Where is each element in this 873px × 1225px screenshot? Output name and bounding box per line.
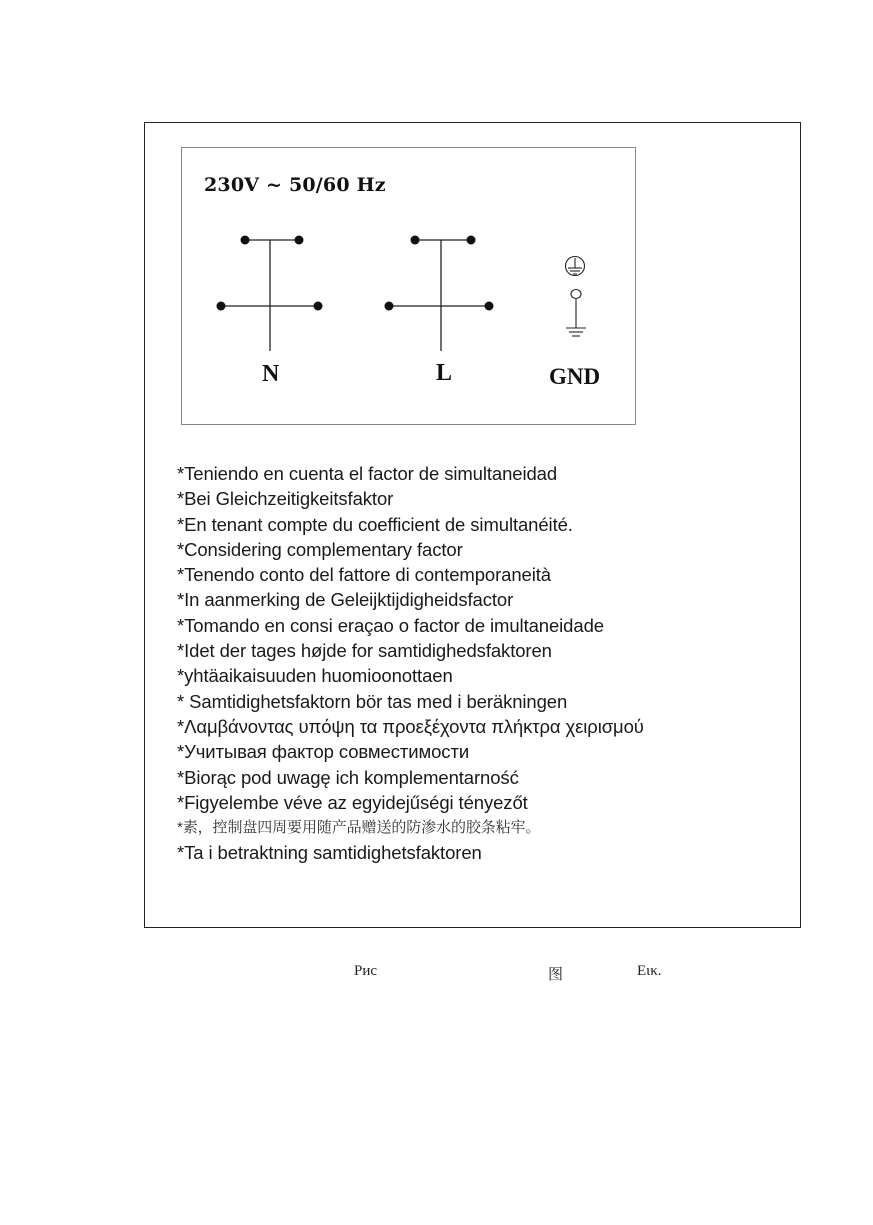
note-danish: *Idet der tages højde for samtidighedsfaktoren	[177, 640, 552, 662]
note-hungarian: *Figyelembe véve az egyidejűségi tényezőt	[177, 791, 528, 813]
terminal-label-n: N	[262, 361, 280, 387]
neutral-terminal-symbol	[217, 236, 323, 352]
note-english: *Considering complementary factor	[177, 538, 463, 560]
terminal-label-gnd: GND	[549, 364, 601, 389]
ground-symbol-icon	[566, 257, 587, 337]
note-portuguese: *Tomando en consi eraçao o factor de imultaneidade	[177, 614, 604, 636]
note-finnish: *yhtäaikaisuuden huomioonottaen	[177, 665, 453, 687]
note-polish: *Biorąc pod uwagę ich komplementarność	[177, 766, 519, 788]
note-swedish: * Samtidighetsfaktorn bör tas med i beräkningen	[177, 690, 568, 712]
note-german: *Bei Gleichzeitigkeitsfaktor	[177, 488, 394, 510]
voltage-label: 230V ~ 50/60 Hz	[204, 174, 386, 196]
terminal-label-l: L	[436, 360, 453, 386]
note-russian: *Учитывая фактор совместимости	[177, 741, 470, 763]
caption-chinese: 图	[548, 967, 564, 983]
caption-greek: Εικ.	[637, 963, 662, 979]
live-terminal-symbol	[385, 236, 494, 352]
note-spanish: *Teniendo en cuenta el factor de simultaneidad	[177, 463, 558, 484]
note-greek: *Λαμβάνοντας υπόψη τα προεξέχοντα πλήκτρα χειρισμού	[177, 715, 644, 737]
note-chinese: *素，控制盘四周要用随产品赠送的防渗水的胶条粘牢。	[177, 819, 541, 837]
caption-russian: Рис	[354, 963, 378, 979]
wiring-diagram	[181, 147, 636, 425]
note-italian: *Tenendo conto del fattore di contemporaneità	[177, 564, 551, 586]
note-norwegian: *Ta i betraktning samtidighetsfaktoren	[177, 842, 482, 864]
multilingual-notes	[177, 461, 787, 866]
note-french: *En tenant compte du coefficient de simultanéité.	[177, 513, 573, 535]
note-dutch: *In aanmerking de Geleijktijdigheidsfactor	[177, 589, 514, 611]
figure-frame	[144, 122, 801, 928]
